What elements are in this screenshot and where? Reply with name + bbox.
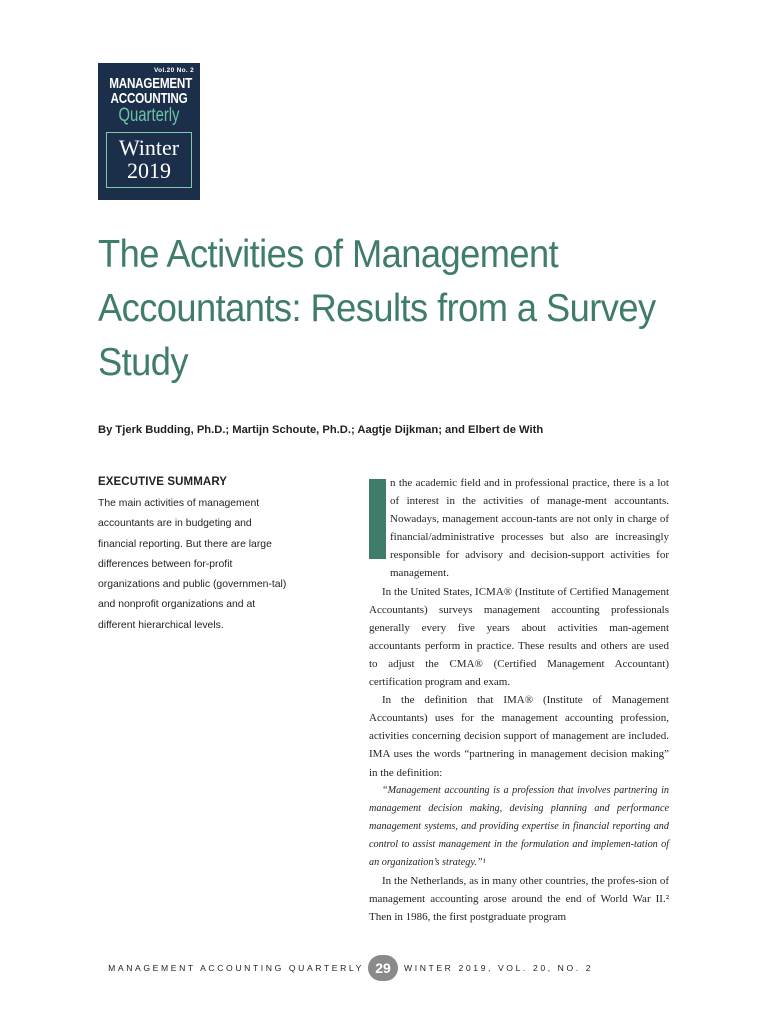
- footer-issue: WINTER 2019, VOL. 20, NO. 2: [404, 963, 594, 973]
- journal-logo: [98, 63, 200, 200]
- page-footer: [0, 955, 768, 981]
- author-byline: By Tjerk Budding, Ph.D.; Martijn Schoute, Ph.D.; Aagtje Dijkman; and Elbert de With: [98, 424, 544, 436]
- body-paragraph-3: In the definition that IMA® (Institute of Management Accountants) uses for the management accounting profession, activities concerning decision support of management are included. IMA uses the words “partnering in management decision making” in the definition:: [369, 694, 669, 779]
- body-paragraph-2: In the United States, ICMA® (Institute of Certified Management Accountants) surveys management accounting professionals generally every five years about activities man-agement accountants perform in practice. These results and others are used to adjust the CMA® (Certified Management Accountant) certification program and exam.: [369, 585, 669, 689]
- logo-line-quarterly: Quarterly: [118, 105, 180, 126]
- logo-season-box: [106, 132, 192, 188]
- logo-line-management: MANAGEMENT: [109, 75, 193, 92]
- footer-journal-name: MANAGEMENT ACCOUNTING QUARTERLY: [108, 963, 364, 973]
- executive-summary-heading: EXECUTIVE SUMMARY: [98, 476, 228, 488]
- definition-quote: “Management accounting is a profession that involves partnering in management decision making, devising planning and performance management systems, and providing expertise in financial reporting and control to assist management in the formulation and implemen-tation of an organization’s strategy.”¹: [369, 784, 669, 868]
- logo-season: Winter: [118, 135, 180, 160]
- article-title: The Activities of Management Accountants: Results from a Survey Study: [98, 233, 656, 384]
- body-paragraph-1: n the academic field and in professional practice, there is a lot of interest in the activities of manage-ment accountants. Nowadays, management accoun-tants are not only in charge of financial/administrative processes but also are increasingly responsible for advisory and decision-support activities for management.: [390, 477, 669, 580]
- body-column: [369, 474, 669, 926]
- body-paragraph-5: In the Netherlands, as in many other countries, the profes-sion of management accounting arose around the end of World War II.² Then in 1986, the first postgraduate program: [369, 875, 669, 924]
- logo-volume: Vol.20 No. 2: [154, 67, 194, 74]
- page-number-badge: 29: [368, 955, 398, 981]
- logo-line-accounting: ACCOUNTING: [110, 90, 188, 107]
- executive-summary-body: The main activities of management accountants are in budgeting and financial reporting. But there are large differences between for-profit organizations and public (governmen-tal) and nonprofit organizations and at different hierarchical levels.: [98, 498, 287, 631]
- logo-year: 2019: [127, 158, 171, 183]
